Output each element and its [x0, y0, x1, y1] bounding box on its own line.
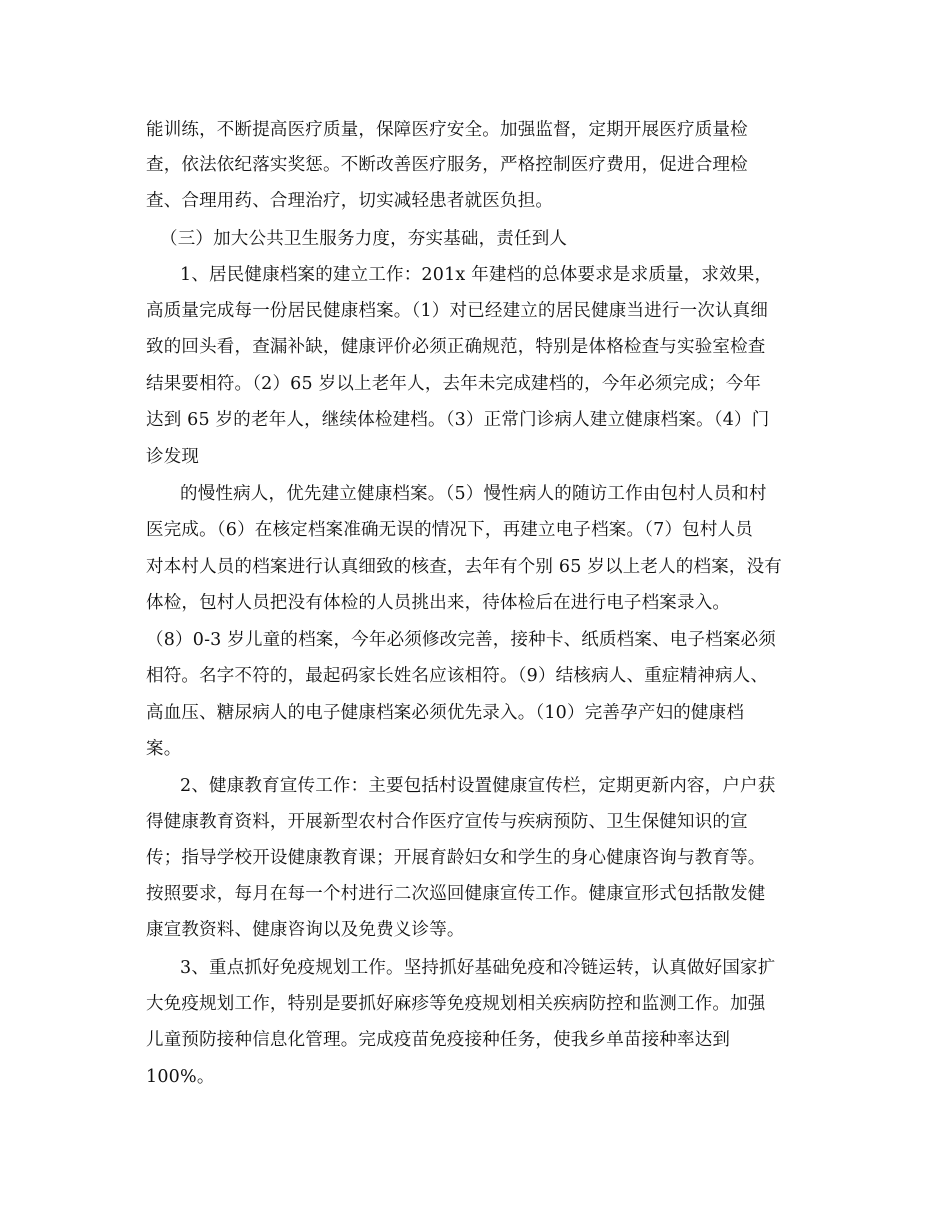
text-line: 能训练，不断提高医疗质量，保障医疗安全。加强监督，定期开展医疗质量检 [146, 120, 748, 140]
text-line: 达到 65 岁的老年人，继续体检建档。（3）正常门诊病人建立健康档案。（4）门 [146, 410, 770, 430]
text-line: 100%。 [146, 1067, 215, 1087]
text-line: 高质量完成每一份居民健康档案。（1）对已经建立的居民健康当进行一次认真细 [146, 301, 769, 321]
section-heading: （三）加大公共卫生服务力度，夯实基础，责任到人 [160, 229, 568, 249]
text-line: 体检，包村人员把没有体检的人员挑出来，待体检后在进行电子档案录入。 [146, 593, 731, 613]
text-line: 相符。名字不符的，最起码家长姓名应该相符。（9）结核病人、重症精神病人、 [146, 666, 769, 686]
text-line: 3、重点抓好免疫规划工作。坚持抓好基础免疫和冷链运转，认真做好国家扩 [180, 958, 776, 978]
text-line: 按照要求，每月在每一个村进行二次巡回健康宣传工作。健康宣形式包括散发健 [146, 884, 766, 904]
text-line: 儿童预防接种信息化管理。完成疫苗免疫接种任务，使我乡单苗接种率达到 [146, 1030, 731, 1050]
text-line: 2、健康教育宣传工作：主要包括村设置健康宣传栏，定期更新内容，户户获 [180, 776, 776, 796]
text-line: 诊发现 [146, 447, 200, 467]
text-line: 的慢性病人，优先建立健康档案。（5）慢性病人的随访工作由包村人员和村 [180, 484, 767, 504]
text-line: 高血压、糖尿病人的电子健康档案必须优先录入。（10）完善孕产妇的健康档 [146, 703, 745, 723]
text-line: 结果要相符。（2）65 岁以上老年人，去年未完成建档的，今年必须完成；今年 [146, 374, 762, 394]
text-line: 大免疫规划工作，特别是要抓好麻疹等免疫规划相关疾病防控和监测工作。加强 [146, 994, 766, 1014]
text-line: 案。 [146, 739, 182, 759]
text-line: 得健康教育资料，开展新型农村合作医疗宣传与疾病预防、卫生保健知识的宣 [146, 812, 748, 832]
text-line: 查、合理用药、合理治疗，切实减轻患者就医负担。 [146, 191, 554, 211]
text-line: 致的回头看，查漏补缺，健康评价必须正确规范，特别是体格检查与实验室检查 [146, 337, 766, 357]
text-line: （8）0-3 岁儿童的档案，今年必须修改完善，接种卡、纸质档案、电子档案必须 [146, 630, 776, 650]
text-line: 对本村人员的档案进行认真细致的核查，去年有个别 65 岁以上老人的档案，没有 [146, 557, 782, 577]
text-line: 查，依法依纪落实奖惩。不断改善医疗服务，严格控制医疗费用，促进合理检 [146, 155, 748, 175]
text-line: 1、居民健康档案的建立工作：201x 年建档的总体要求是求质量，求效果， [180, 265, 773, 285]
text-line: 康宣教资料、健康咨询以及免费义诊等。 [146, 920, 465, 940]
text-line: 医完成。（6）在核定档案准确无误的情况下，再建立电子档案。（7）包村人员 [146, 520, 753, 540]
text-line: 传；指导学校开设健康教育课；开展育龄妇女和学生的身心健康咨询与教育等。 [146, 848, 766, 868]
